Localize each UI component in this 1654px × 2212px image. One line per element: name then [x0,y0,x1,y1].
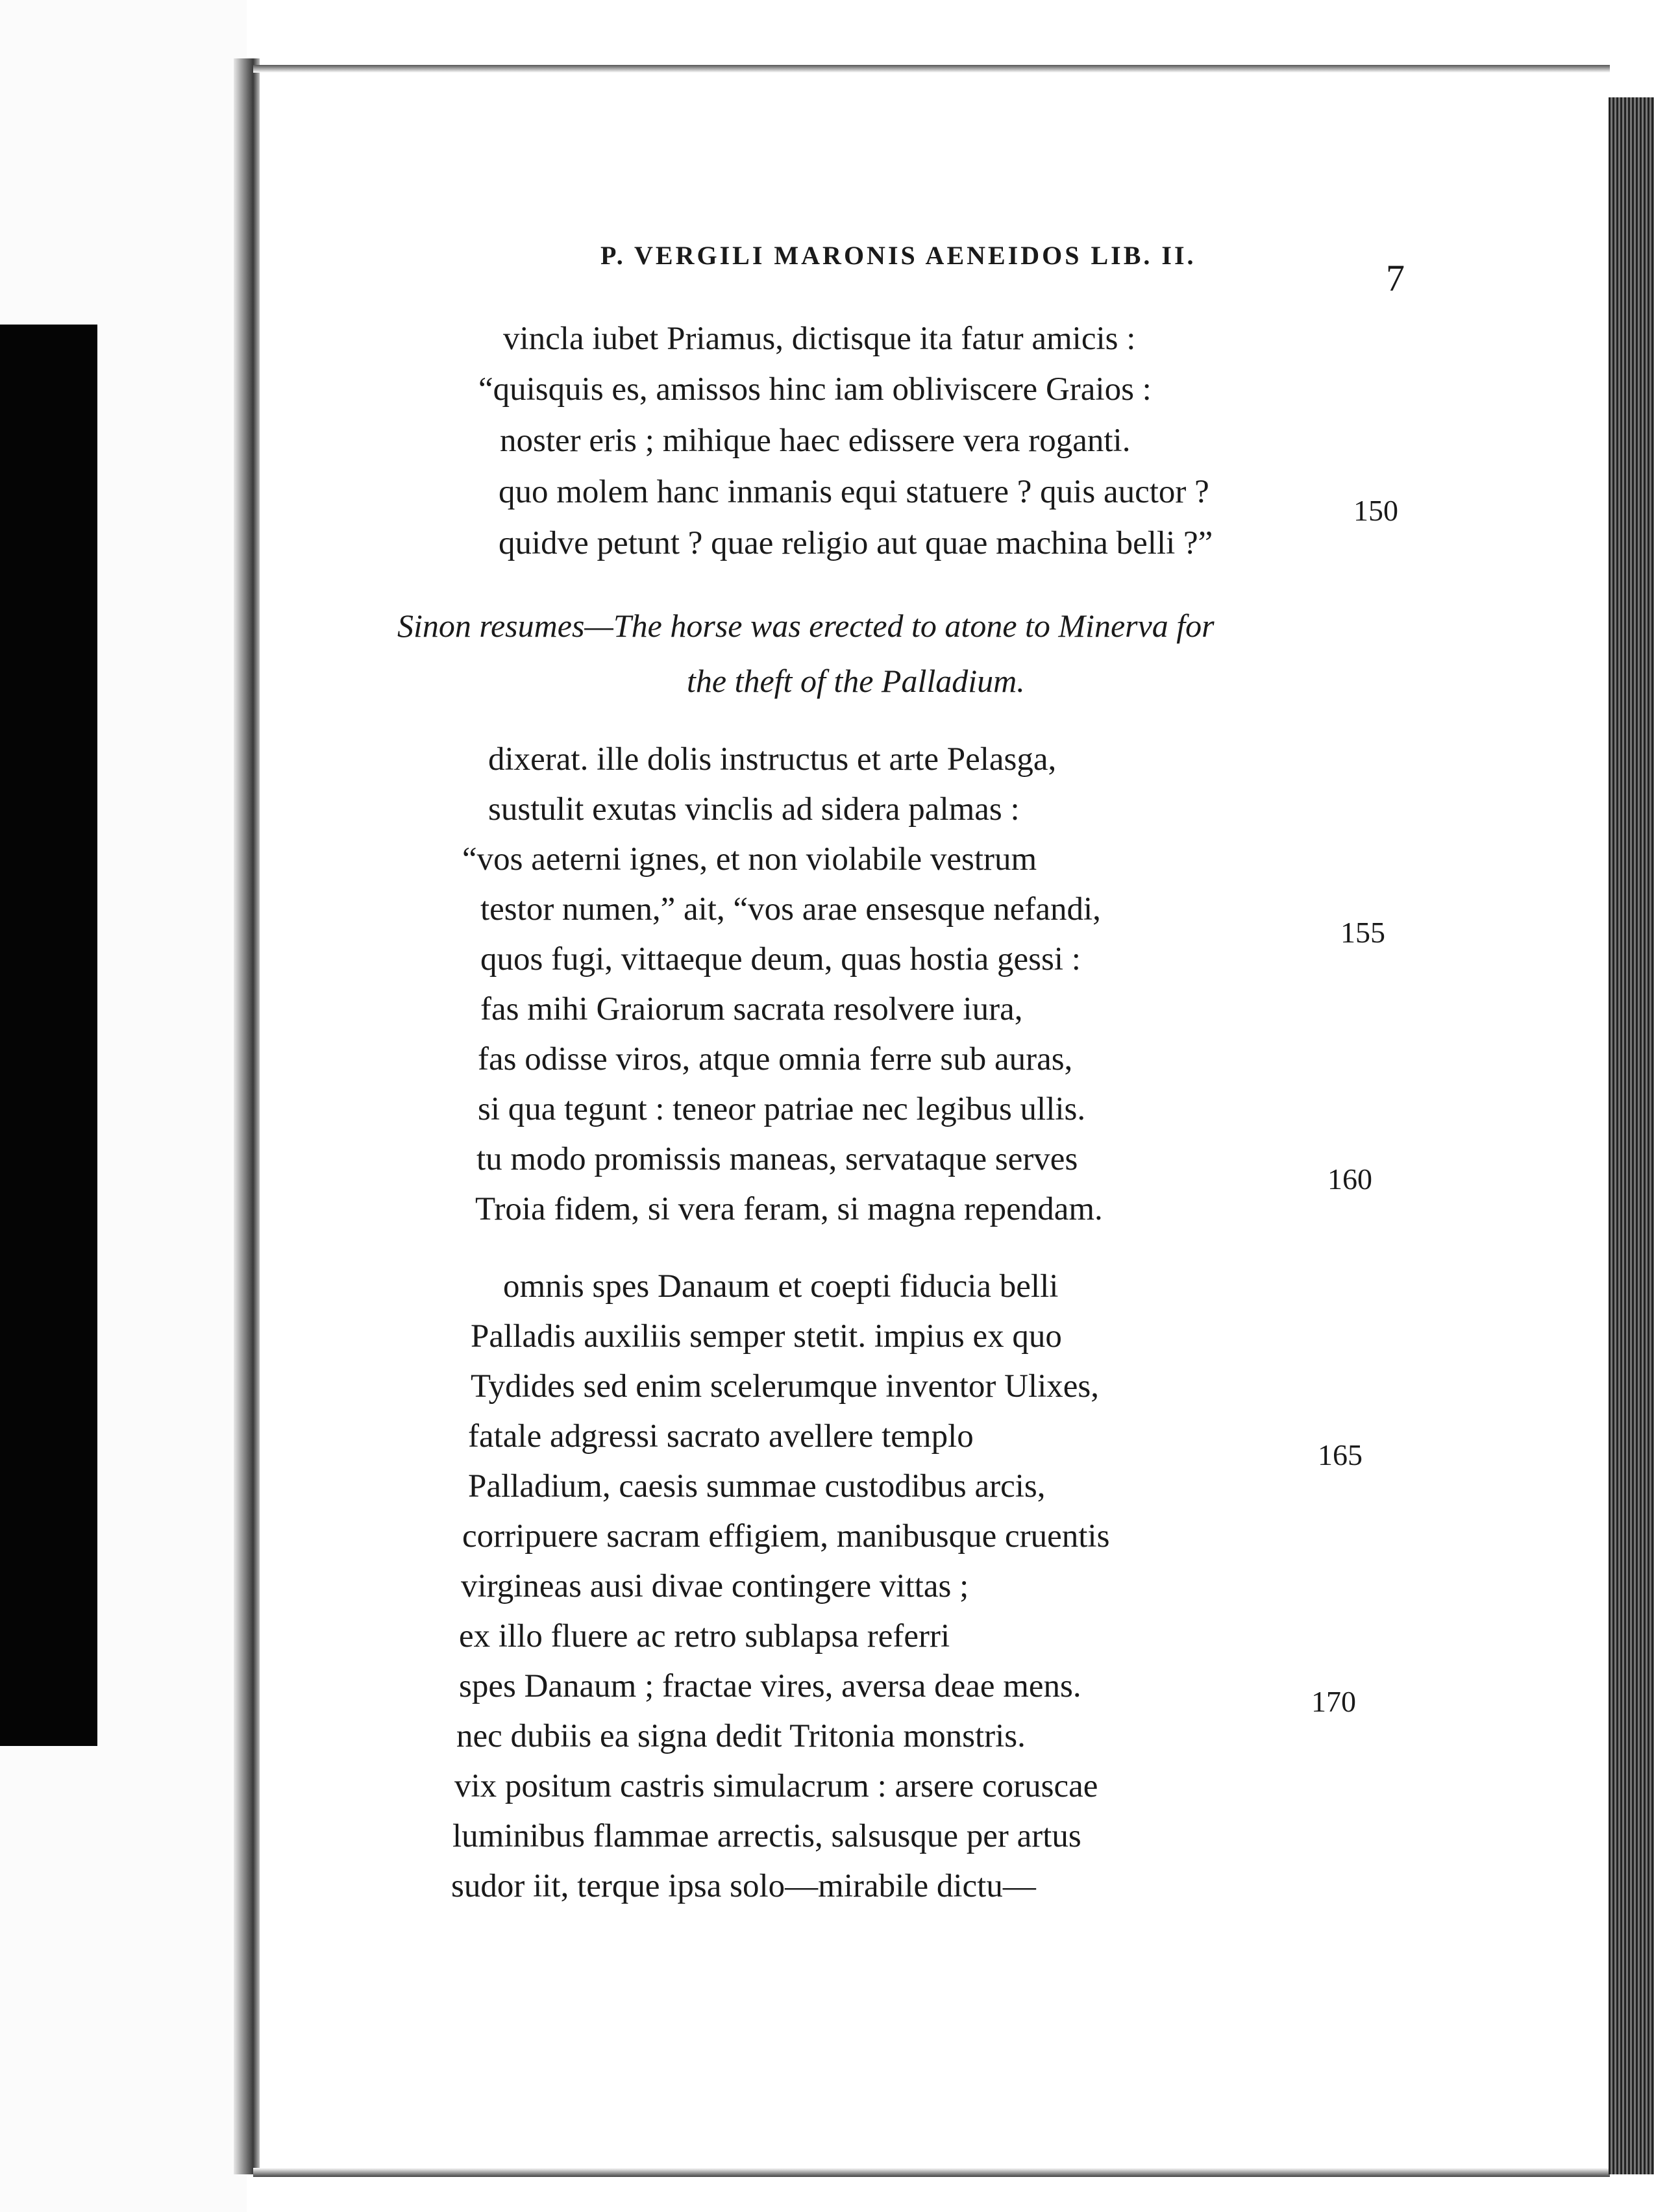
verse-line: fas mihi Graiorum sacrata resolvere iura, [480,991,1023,1027]
verse-line: si qua tegunt : teneor patriae nec legibus ullis. [478,1091,1086,1127]
line-number: 160 [1327,1162,1372,1196]
verse-line: luminibus flammae arrectis, salsusque per artus [452,1818,1081,1854]
verse-line: fas odisse viros, atque omnia ferre sub auras, [478,1041,1073,1077]
verse-line: “vos aeterni ignes, et non violabile vestrum [462,841,1037,878]
line-number: 155 [1340,916,1385,949]
verse-line: fatale adgressi sacrato avellere templo [468,1418,974,1455]
verse-line: quos fugi, vittaeque deum, quas hostia gessi : [480,941,1081,977]
verse-line: Troia fidem, si vera feram, si magna rependam. [475,1191,1103,1227]
verse-line: vincla iubet Priamus, dictisque ita fatur amicis : [503,321,1136,357]
facing-plate-image [0,325,97,1746]
verse-line: dixerat. ille dolis instructus et arte Pelasga, [488,741,1057,778]
verse-line: nec dubiis ea signa dedit Tritonia monstris. [456,1718,1026,1754]
verse-line: noster eris ; mihique haec edissere vera roganti. [500,423,1131,459]
verse-line: sudor iit, terque ipsa solo—mirabile dictu— [451,1868,1036,1904]
verse-line: Tydides sed enim scelerumque inventor Ulixes, [471,1368,1100,1405]
verse-line: Palladium, caesis summae custodibus arcis, [468,1468,1046,1505]
argument-heading: the theft of the Palladium. [687,663,1025,699]
running-head: P. VERGILI MARONIS AENEIDOS LIB. II. [600,241,1196,270]
book-fore-edge [1609,97,1654,2174]
verse-line: spes Danaum ; fractae vires, aversa deae mens. [459,1668,1081,1704]
book-gutter [234,58,260,2174]
page-number: 7 [1386,257,1405,299]
argument-heading: Sinon resumes—The horse was erected to atone to Minerva for [397,608,1215,644]
verse-line: sustulit exutas vinclis ad sidera palmas : [488,791,1020,828]
verse-line: ex illo fluere ac retro sublapsa referri [459,1618,950,1654]
verse-line: virgineas ausi divae contingere vittas ; [461,1568,969,1604]
verse-line: testor numen,” ait, “vos arae ensesque nefandi, [480,891,1101,928]
line-number: 150 [1353,494,1398,527]
verse-line: tu modo promissis maneas, servataque serves [476,1141,1078,1177]
page-top-edge [253,65,1610,73]
verse-line: omnis spes Danaum et coepti fiducia belli [503,1268,1059,1305]
verse-line: corripuere sacram effigiem, manibusque cruentis [462,1518,1110,1555]
line-number: 170 [1311,1685,1356,1718]
line-number: 165 [1318,1438,1363,1471]
verse-line: quo molem hanc inmanis equi statuere ? quis auctor ? [499,474,1209,510]
page-bottom-edge [253,2168,1610,2177]
verse-line: quidve petunt ? quae religio aut quae machina belli ?” [499,525,1213,561]
verse-line: Palladis auxiliis semper stetit. impius ex quo [471,1318,1062,1355]
verse-line: vix positum castris simulacrum : arsere coruscae [454,1768,1098,1804]
verse-line: “quisquis es, amissos hinc iam obliviscere Graios : [478,371,1152,408]
